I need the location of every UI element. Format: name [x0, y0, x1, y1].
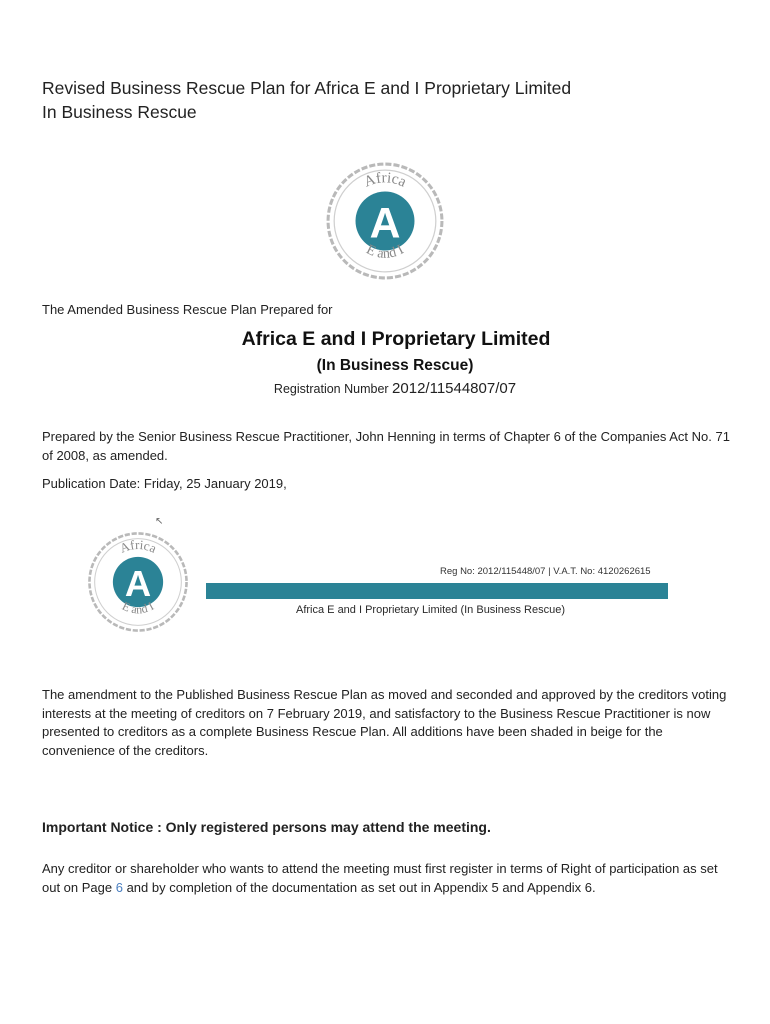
mouse-cursor-icon: ↖ [155, 516, 164, 527]
document-title [42, 76, 571, 124]
registration-line [10, 380, 770, 397]
company-name: Africa E and I Proprietary Limited [241, 328, 551, 350]
banner-logo-letter: A [124, 562, 152, 604]
registration-label: Registration Number [273, 382, 389, 396]
notice-text-part-2: and by completion of the documentation as set out in Appendix 5 and Appendix 6. [122, 879, 596, 895]
banner-color-bar [206, 583, 668, 599]
amendment-paragraph: The amendment to the Published Business Rescue Plan as moved and seconded and approved by the creditors voting interests at the meeting of creditors on 7 February 2019, and satisfactory to the Business Rescue Practitioner is now presented to creditors as a complete Business Rescue Plan. All additions have been shaded in beige for the convenience of the creditors. [42, 687, 727, 758]
title-line-1: Revised Business Rescue Plan for Africa E and I Proprietary Limited [42, 78, 572, 98]
banner-registration-text: Reg No: 2012/115448/07 | V.A.T. No: 4120262615 [440, 566, 651, 577]
notice-paragraph [42, 860, 732, 897]
publication-date: Publication Date: Friday, 25 January 2019, [42, 476, 287, 491]
logo-text-top: Africa [361, 169, 410, 191]
title-line-2: In Business Rescue [42, 102, 197, 122]
logo-text-bottom: E and I [363, 241, 407, 262]
prepared-by-paragraph: Prepared by the Senior Business Rescue Practitioner, John Henning in terms of Chapter 6 of the Companies Act No. 71 of 2008, as amended. [42, 429, 730, 463]
registration-number: 2012/11544807/07 [392, 380, 517, 397]
prepared-for-line: The Amended Business Rescue Plan Prepared for [42, 302, 333, 317]
banner-logo-text-bottom: E and I [119, 598, 157, 617]
important-notice-heading: Important Notice : Only registered persons may attend the meeting. [42, 819, 491, 835]
banner-company-line: Africa E and I Proprietary Limited (In Business Rescue) [296, 604, 566, 616]
company-block [0, 328, 770, 397]
company-status: (In Business Rescue) [316, 357, 474, 374]
company-logo [324, 160, 446, 282]
banner-logo-text-top: Africa [117, 537, 159, 556]
notice-text-part-1: Any creditor or shareholder who wants to attend the meeting must first register in terms of Right of participation as set out on Page [42, 861, 718, 895]
logo-letter: A [369, 199, 401, 248]
banner-logo [86, 530, 190, 634]
page-6-link[interactable]: 6 [115, 879, 123, 895]
